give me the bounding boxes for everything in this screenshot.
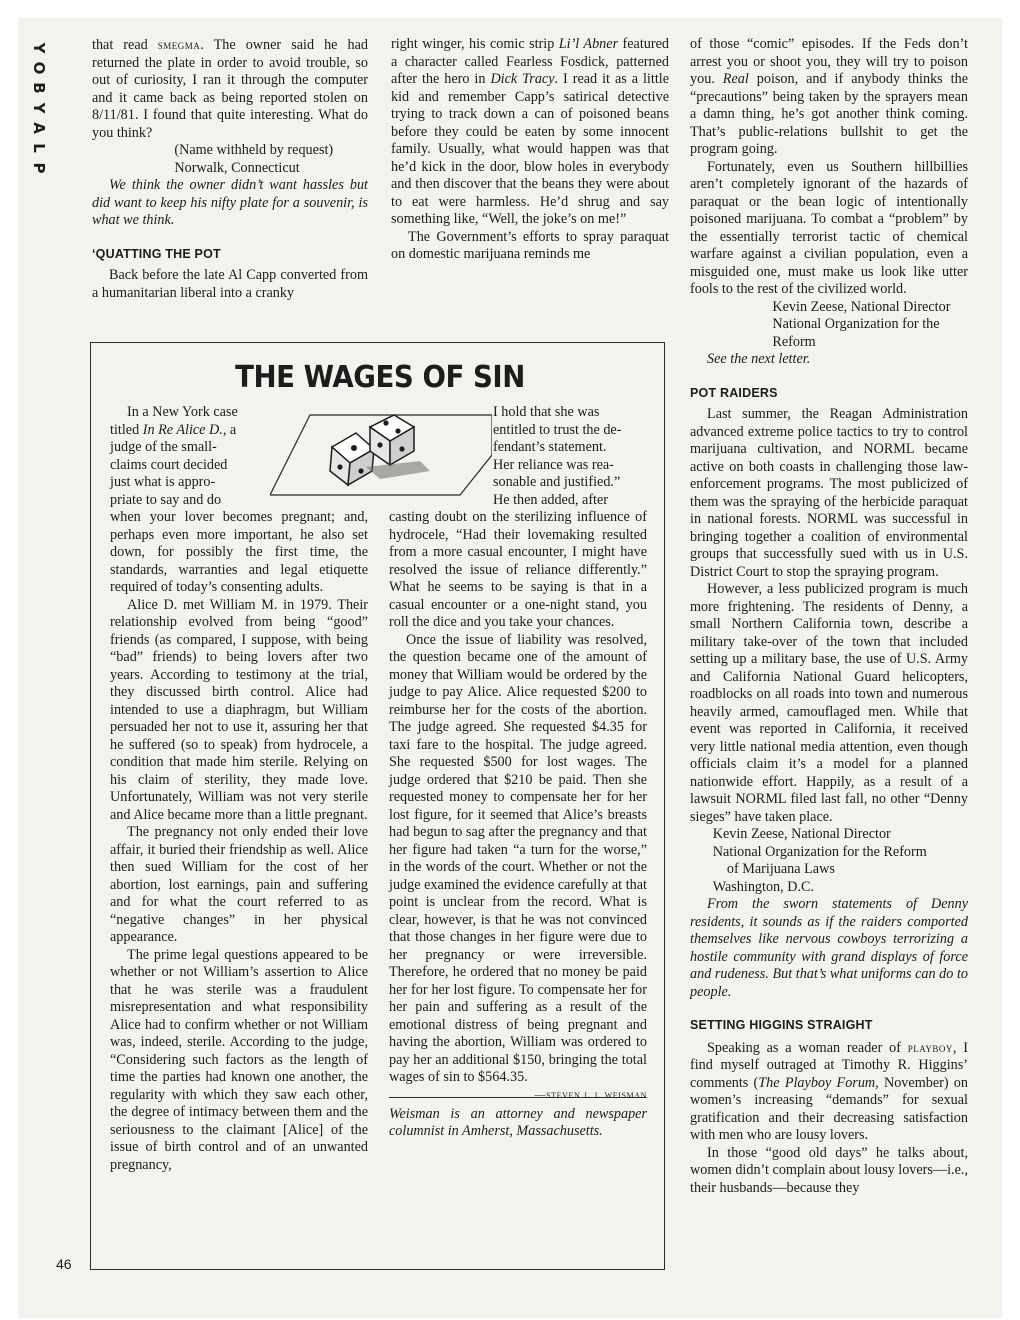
- article-column-2: [389, 509, 647, 1141]
- letter-signature: Kevin Zeese, National Director: [712, 826, 891, 842]
- letter-paragraph: However, a less publicized program is much more frightening. The residents of Denny, a small Northern California town, describe a military take-over of the town that included setting up a military base, the use of U.S. Army and California National Guard helicopters, roadblocks on all roads into town and numerous heavily armed, camouflaged men. While that event was reported in California, it received very little national media attention, even though officials claim it’s a model for a planned nationwide effort. Happily, as a result of a lawsuit NORML filed last fall, no other “Denny sieges” have taken place.: [690, 581, 968, 825]
- article-title: THE WAGES OF SIN: [235, 360, 525, 395]
- article-paragraph: The pregnancy not only ended their love affair, it buried their friendship as well. Alice then sued William for the cost of her abortion, lost earnings, pain and suffering and for what the court referred to as “negative changes” in her physical appearance.: [110, 824, 368, 945]
- letter-paragraph: Last summer, the Reagan Administration advanced extreme police tactics to try to control marijuana cultivation, and NORML became active on both coasts in challenging those law-enforcement programs. The most publicized of them was the spraying of the herbicide paraquat in national forests. NORML was successful in bringing together a coalition of environmental groups that successfully sued with us in U.S. District Court to stop the spraying program.: [690, 406, 968, 580]
- article-line: claims court decided: [110, 456, 228, 473]
- article-line: just what is appro-: [110, 474, 216, 490]
- letter-signature: Kevin Zeese, National Director: [772, 298, 951, 315]
- article-line: fendant’s statement.: [493, 439, 607, 455]
- article-line: priate to say and do: [110, 491, 222, 508]
- sidebar-letter: L: [30, 143, 48, 153]
- article-paragraph: casting doubt on the sterilizing influence of hydrocele, “Had their lovemaking resulted from a more casual encounter, I might have resolved the issue of reliance differently.” What he seems to be saying is that in a casual encounter or a one-night stand, you roll the dice and you take your chances.: [389, 509, 647, 630]
- author-bio: Weisman is an attorney and newspaper columnist in Amherst, Massachusetts.: [389, 1105, 647, 1139]
- letter-paragraph: of those “comic” episodes. If the Feds don’t arrest you or shoot you, they will try to poison you. Real poison, and if anybody thinks the “precautions” being taken by the sprayers mean a damn thing, he’s got another think coming. That’s public-relations bullshit to get the program going.: [690, 36, 968, 157]
- article-line: I hold that she was: [493, 404, 600, 420]
- article-paragraph: when your lover becomes pregnant; and, perhaps even more important, he also set down, for possibly the first time, the standards, warranties and legal etiquette required of today’s consenting adults.: [110, 509, 368, 595]
- letter-paragraph: Speaking as a woman reader of playboy, I find myself outraged at Timothy R. Higgins’ comments (The Playboy Forum, November) on women’s increasing “demands” for sexual gratification and their decreasing satisfaction with men who are lousy lovers.: [690, 1039, 968, 1143]
- sidebar-letter: Y: [30, 102, 48, 114]
- letter-paragraph: The Government’s efforts to spray paraquat on domestic marijuana reminds me: [391, 228, 669, 262]
- letter-location: Norwalk, Connecticut: [174, 159, 300, 176]
- editor-reply: From the sworn statements of Denny residents, it sounds as if the raiders comported themselves like nervous cowboys terrorizing a hostile community with grand displays of force and rudeness. But that’s what uniforms can do to people.: [690, 896, 968, 1000]
- article-paragraph: Alice D. met William M. in 1979. Their relationship evolved from being “good” friends (as compared, I suppose, with being “bad” friends) to being lovers after two years. According to testimony at the trial, they discussed birth control. Alice had intended to use a diaphragm, but William persuaded her not to use it, assuring her that he suffered (so to speak) from hydrocele, a condition that made him sterile. Relying on his claim of sterility, they made love. Unfortunately, William was not very sterile and Alice became more than a little pregnant.: [110, 596, 368, 823]
- sidebar-letter: B: [30, 82, 48, 94]
- section-heading: SETTING HIGGINS STRAIGHT: [690, 1018, 873, 1032]
- section-heading: POT RAIDERS: [690, 385, 778, 400]
- letter-paragraph: that read smegma. The owner said he had returned the plate in order to avoid trouble, so out of curiosity, I ran it through the computer and it came back as being reported stolen on 8/11/81. I found that quite interesting. What do you think?: [92, 37, 368, 141]
- letter-signature: (Name withheld by request): [174, 142, 334, 158]
- letter-paragraph: right winger, his comic strip Li’l Abner featured a character called Fearless Fosdick, patterned after the hero in Dick Tracy. I read it as a little kid and remember Capp’s satirical detective trying to track down a can of poisoned beans before they could be eaten by some innocent family. Usually, what would happen was that he’d kick in the door, blow holes in everybody and then discover that the beans they were about to eat were harmless. He’d shrug and say something like, “Well, the joke’s on me!”: [391, 36, 669, 227]
- article-line: judge of the small-: [110, 439, 217, 455]
- sidebar-letter: O: [30, 61, 48, 75]
- page-number: 46: [56, 1256, 72, 1272]
- letter-signature: National Organization for the Reform: [712, 843, 927, 860]
- editor-reply: We think the owner didn’t want hassles but did want to keep his nifty plate for a souvenir, is what we think.: [92, 177, 368, 228]
- letter-paragraph: In those “good old days” he talks about, women didn’t complain about lousy lovers—i.e., their husbands—because they: [690, 1144, 968, 1196]
- dice-illustration: [270, 405, 492, 497]
- article-byline: —steven j. j. weisman: [534, 1088, 647, 1101]
- article-paragraph: The prime legal questions appeared to be whether or not William’s assertion to Alice that he was sterile was a fraudulent misrepresentation and what responsibility Alice had to confirm whether or not William was, indeed, sterile. According to the judge, “Considering such factors as the length of time the parties had known one another, the regularity with which they saw each other, the degree of intimacy between them and the seriousness to the claimant [Alice] of the issue of birth control and of an unwanted pregnancy,: [110, 946, 368, 1173]
- article-line: titled In Re Alice D., a: [110, 421, 237, 438]
- letter-location: National Organization for the Reform: [772, 316, 940, 350]
- article-wrap-left: [110, 404, 270, 509]
- sidebar-letter: Y: [30, 42, 48, 54]
- editor-reply: See the next letter.: [707, 351, 811, 367]
- article-line: sonable and justified.”: [493, 474, 621, 490]
- article-wrap-right: [493, 404, 647, 509]
- article-line: Her reliance was rea-: [493, 456, 614, 473]
- column-2: [391, 36, 669, 264]
- article-column-1: [110, 509, 368, 1174]
- column-1: [92, 36, 368, 302]
- section-heading: ‘QUATTING THE POT: [92, 246, 221, 261]
- letter-location: Washington, D.C.: [712, 878, 815, 895]
- article-paragraph: Once the issue of liability was resolved, the question became one of the amount of money that William would be ordered by the judge to pay Alice. Alice requested $200 to reimburse her for the costs of the abortion. The judge agreed. She requested $4.35 for taxi fare to the hospital. The judge agreed. She requested $500 for lost wages. The judge ordered that $210 be paid. Then she requested money to compensate her for her lost figure, for it seemed that Alice’s breasts had begun to sag after the pregnancy and that her figure had taken “a turn for the worse,” in the words of the court. Whether or not the judge examined the evidence carefully at that point is unclear from the record. What is clear, however, is that he was not convinced that those changes in her figure were due to her pregnancy or were irreversible. Therefore, he ordered that no money be paid her for her lost figure. To compensate her for her pain and suffering as a result of the emotional distress of being pregnant and having the abortion, William was ordered to pay her an additional $150, bringing the total wages of sin to $564.35. —steven j. j. weisman: [389, 632, 647, 1087]
- column-3: [690, 36, 968, 1197]
- letter-signature: of Marijuana Laws: [726, 861, 835, 877]
- sidebar-letter: P: [30, 162, 48, 174]
- article-line: entitled to trust the de-: [493, 421, 622, 438]
- letter-paragraph: Fortunately, even us Southern hillbillies aren’t completely ignorant of the hazards of paraquat or the bean logic of intentionally poisoned marijuana. To combat a “problem” by the essentially terrorist tactic of chemical warfare against a civilian population, even a misguided one, must make us look like utter fools to the rest of the civilized world.: [690, 158, 968, 297]
- article-line: In a New York case: [127, 404, 238, 420]
- sidebar-letter: A: [30, 122, 48, 134]
- article-line: He then added, after: [493, 491, 609, 508]
- magazine-name-sidebar: [28, 38, 50, 178]
- letter-paragraph: Back before the late Al Capp converted from a humanitarian liberal into a cranky: [92, 267, 368, 301]
